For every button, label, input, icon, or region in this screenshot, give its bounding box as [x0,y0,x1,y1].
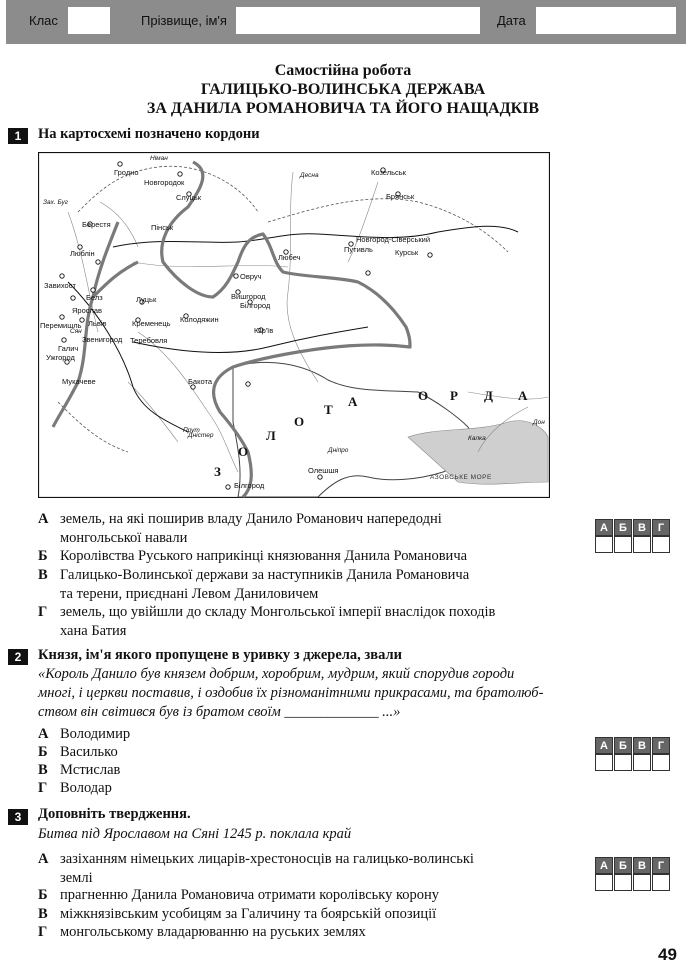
map-label-yuriv: Юр'їв [254,326,274,335]
map-label-berestia: Берестя [82,220,111,229]
map-label-kolodiazhyn: Колодяжин [180,315,219,324]
map-label-novhorodok: Новгородок [144,178,185,187]
q1-answer-grid [595,519,671,553]
map-label-dnipro: Дніпро [328,447,349,454]
map-label-terebovlia: Теребовля [130,336,168,345]
answer-letter-h: Г [652,737,670,754]
option-letter: В [38,906,48,922]
map-label-desna: Десна [300,172,319,179]
date-field[interactable] [536,7,676,34]
option-text: прагненню Данила Романовича отримати королівську корону [60,887,440,903]
class-field[interactable] [68,7,110,34]
map-label-lutsk: Луцьк [136,295,157,304]
map-label-vyshhorod: Вишгород [231,292,266,301]
question-3-number: 3 [8,809,28,825]
answer-box-a[interactable] [595,536,613,553]
map-label-orda-4: А [518,388,530,403]
option-text: зазіханням німецьких лицарів-хрестоносців на галицько-волинські землі [60,851,474,886]
map-label-zolota-4: О [294,414,307,429]
map-label-pinsk: Пінськ [151,223,174,232]
map-label-zolota-2: О [238,444,251,459]
surname-field[interactable] [236,7,480,34]
answer-box-b[interactable] [614,536,632,553]
map-label-liublin: Люблін [70,249,95,258]
map-label-orda-3: Д [484,388,495,403]
map-label-yaroslav: Ярослав [72,306,103,315]
map-label-peremyshl: Перемишль [40,321,82,330]
surname-label: Прізвище, ім'я [141,13,227,28]
q3-answer-grid [595,857,671,891]
map-label-zolota-6: А [348,394,360,409]
map-label-hrodno: Гродно [114,168,139,177]
answer-box-v[interactable] [633,874,651,891]
map-label-putyvl: Путивль [344,245,373,254]
answer-box-b[interactable] [614,874,632,891]
map-label-uzhhorod: Ужгород [46,353,75,362]
answer-box-b[interactable] [614,754,632,771]
option-text: Мстислав [60,762,121,778]
map-label-kalka: Калка [468,435,486,442]
option-text: земель, на які поширив владу Данило Романович напередодні монгольської навали [60,511,442,546]
class-label: Клас [29,13,58,28]
option-text: Василько [60,744,118,760]
map-label-oleshshia: Олешшя [308,466,339,475]
header-bar [6,0,686,44]
answer-letter-b: Б [614,857,632,874]
map-label-slutsk: Слуцьк [176,193,202,202]
option-letter: Б [38,887,48,903]
answer-box-h[interactable] [652,754,670,771]
answer-box-a[interactable] [595,874,613,891]
question-1-number: 1 [8,128,28,144]
option-letter: А [38,851,49,867]
question-3-stem: Битва під Ярославом на Сяні 1245 р. поклала край [38,826,352,842]
date-label: Дата [497,13,526,28]
map-label-dniester: Дністер [188,432,214,439]
question-1-text: На картосхемі позначено кордони [38,126,260,142]
option-letter: В [38,567,48,583]
map-label-zolota-1: З [214,464,223,479]
quote-line-1: «Король Данило був князем добрим, хоробрим, мудрим, який спорудив городи [38,666,515,682]
map-label-kremenets: Кременець [132,319,171,328]
map-label-kozelsk: Козельськ [371,168,406,177]
answer-letter-v: В [633,737,651,754]
answer-letter-a: А [595,737,613,754]
answer-box-h[interactable] [652,536,670,553]
answer-box-h[interactable] [652,874,670,891]
option-letter: А [38,511,49,527]
option-text: Галицько-Волинської держави за наступників Данила Романовича та терени, приєднані Левом Даниловичем [60,567,470,602]
title-line-2: ГАЛИЦЬКО-ВОЛИНСЬКА ДЕРЖАВА [200,81,486,98]
answer-box-v[interactable] [633,754,651,771]
option-letter: Г [38,924,48,940]
map-label-kursk: Курськ [395,248,419,257]
answer-letter-b: Б [614,519,632,536]
map-label-zavykhost: Завихост [44,281,76,290]
option-letter: В [38,762,48,778]
map-label-zolota-5: Т [324,402,335,417]
answer-letter-a: А [595,519,613,536]
question-3-text: Доповніть твердження. [38,806,191,822]
option-text: Королівства Руського наприкінці князювання Данила Романовича [60,548,468,564]
map-label-don: Дон [533,419,545,426]
historical-map [38,152,550,498]
map-label-zolota-3: Л [266,428,278,443]
map-label-novhorod-siverskyi: Новгород-Сіверський [356,235,431,244]
answer-letter-v: В [633,519,651,536]
answer-letter-a: А [595,857,613,874]
question-2-number: 2 [8,649,28,665]
option-text: міжкнязівським усобицям за Галичину та боярській опозиції [60,906,437,922]
option-text: земель, що увійшли до складу Монгольської імперії внаслідок походів хана Батия [60,604,496,639]
map-label-orda-2: Р [450,388,460,403]
option-letter: Б [38,548,48,564]
map-label-ovruch: Овруч [240,272,262,281]
map-label-halych: Галич [58,344,79,353]
option-text: монгольському владарюванню на руських землях [60,924,366,940]
map-label-bakota: Бакота [188,377,212,386]
answer-letter-h: Г [652,519,670,536]
option-letter: Г [38,604,48,620]
map-label-azov: АЗОВСЬКЕ МОРЕ [430,474,492,481]
page-number: 49 [658,945,677,964]
quote-line-2: многі, і церкви поставив, і оздобив їх різноманітними прикрасами, та братолюб- [38,685,544,701]
map-label-bilhorod: Білгород [234,481,265,490]
map-label-sian: Сян [70,328,82,335]
option-text: Володимир [60,726,131,742]
map-label-briansk: Брянськ [386,192,415,201]
map-label-liubech: Любеч [278,253,301,262]
option-letter: А [38,726,49,742]
answer-box-v[interactable] [633,536,651,553]
question-2-text: Князя, ім'я якого пропущене в уривку з джерела, звали [38,647,402,663]
option-letter: Г [38,780,48,796]
answer-letter-h: Г [652,857,670,874]
map-label-prut: Прут [183,427,200,434]
answer-letter-v: В [633,857,651,874]
map-label-zvenyhorod: Звенигород [82,335,123,344]
answer-box-a[interactable] [595,754,613,771]
map-label-belz: Белз [86,293,103,302]
quote-line-3: ством він світився був із братом своїм _____________ ...» [38,704,401,720]
map-label-nieman: Німан [150,155,168,162]
map-label-bilhorod-k: Білгород [240,301,271,310]
map-label-orda-1: О [418,388,431,403]
title-line-3: ЗА ДАНИЛА РОМАНОВИЧА ТА ЙОГО НАЩАДКІВ [146,100,540,117]
option-letter: Б [38,744,48,760]
q2-answer-grid [595,737,671,771]
title-line-1: Самостійна робота [274,62,412,79]
option-text: Володар [60,780,112,796]
answer-letter-b: Б [614,737,632,754]
map-label-lviv: Львів [88,319,107,328]
map-label-mukachevo: Мукачеве [62,377,96,386]
map-label-zakh-buh: Зах. Буг [43,199,69,206]
